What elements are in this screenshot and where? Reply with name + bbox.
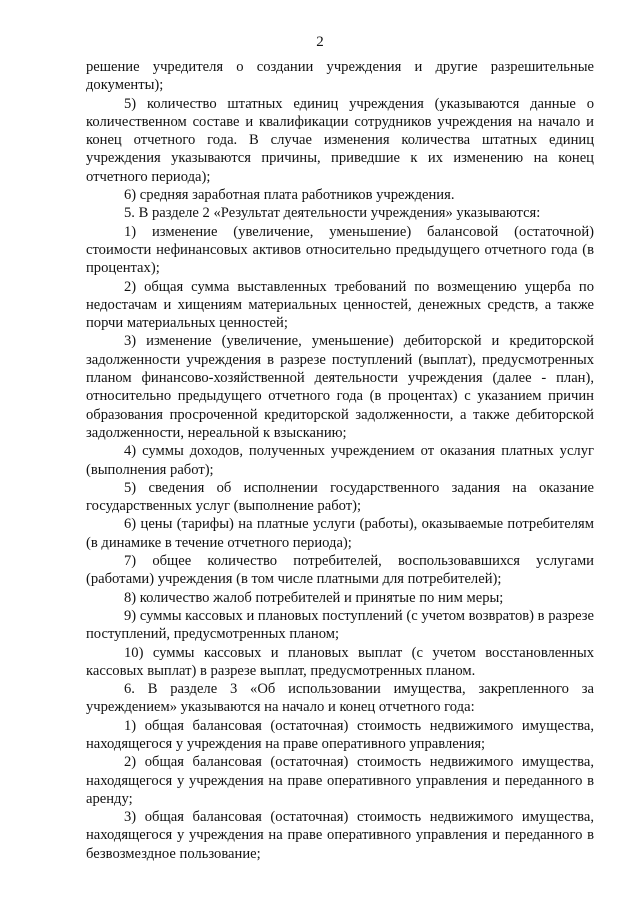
- paragraph: 5. В разделе 2 «Результат деятельности учреждения» указываются:: [124, 205, 541, 222]
- paragraph: 6) цены (тарифы) на платные услуги (работы), оказываемые потребителям (в динамике в течение отчетного периода);: [86, 516, 594, 551]
- paragraph: 1) общая балансовая (остаточная) стоимость недвижимого имущества, находящегося у учреждения на праве оперативного управления;: [86, 717, 594, 752]
- document-body: [86, 58, 594, 863]
- paragraph: 5) сведения об исполнении государственного задания на оказание государственных услуг (выполнение работ);: [86, 479, 594, 515]
- paragraph: 3) общая балансовая (остаточная) стоимость недвижимого имущества, находящегося у учреждения на праве оперативного управления и переданного в безвозмездное пользование;: [86, 809, 594, 862]
- page-number: 2: [316, 34, 324, 50]
- paragraph: 2) общая балансовая (остаточная) стоимость недвижимого имущества, находящегося у учреждения на праве оперативного управления и переданного в аренду;: [86, 754, 594, 807]
- paragraph: 5) количество штатных единиц учреждения (указываются данные о количественном составе и квалификации сотрудников учреждения на начало и конец отчетного года. В случае изменения количества штатных единиц учреждения указываются причины, приведшие к их изменению на конец отчетного периода);: [86, 95, 594, 185]
- paragraph: 8) количество жалоб потребителей и принятые по ним меры;: [124, 589, 504, 606]
- paragraph: 6) средняя заработная плата работников учреждения.: [124, 187, 455, 204]
- paragraph: 10) суммы кассовых и плановых выплат (с учетом восстановленных кассовых выплат) в разрезе выплат, предусмотренных планом.: [86, 644, 594, 679]
- paragraph: решение учредителя о создании учреждения и другие разрешительные документы);: [86, 59, 594, 94]
- paragraph: 9) суммы кассовых и плановых поступлений (с учетом возвратов) в разрезе поступлений, предусмотренных планом;: [86, 607, 594, 643]
- paragraph: 4) суммы доходов, полученных учреждением от оказания платных услуг (выполнения работ);: [86, 443, 594, 478]
- paragraph: 7) общее количество потребителей, воспользовавшихся услугами (работами) учреждения (в том числе платными для потребителей);: [86, 553, 594, 588]
- paragraph: 6. В разделе 3 «Об использовании имущества, закрепленного за учреждением» указываются на начало и конец отчетного года:: [86, 681, 594, 716]
- paragraph: 2) общая сумма выставленных требований по возмещению ущерба по недостачам и хищениям материальных ценностей, денежных средств, а также порчи материальных ценностей;: [86, 278, 594, 332]
- paragraph: 1) изменение (увеличение, уменьшение) балансовой (остаточной) стоимости нефинансовых активов относительно предыдущего отчетного года (в процентах);: [86, 223, 594, 277]
- paragraph: 3) изменение (увеличение, уменьшение) дебиторской и кредиторской задолженности учреждения в разрезе поступлений (выплат), предусмотренных планом финансово-хозяйственной деятельности учреждения (далее - план), относительно предыдущего отчетного года (в процентах) с указанием причин образования просроченной кредиторской задолженности, а также дебиторской задолженности, нереальной к взысканию;: [86, 333, 594, 441]
